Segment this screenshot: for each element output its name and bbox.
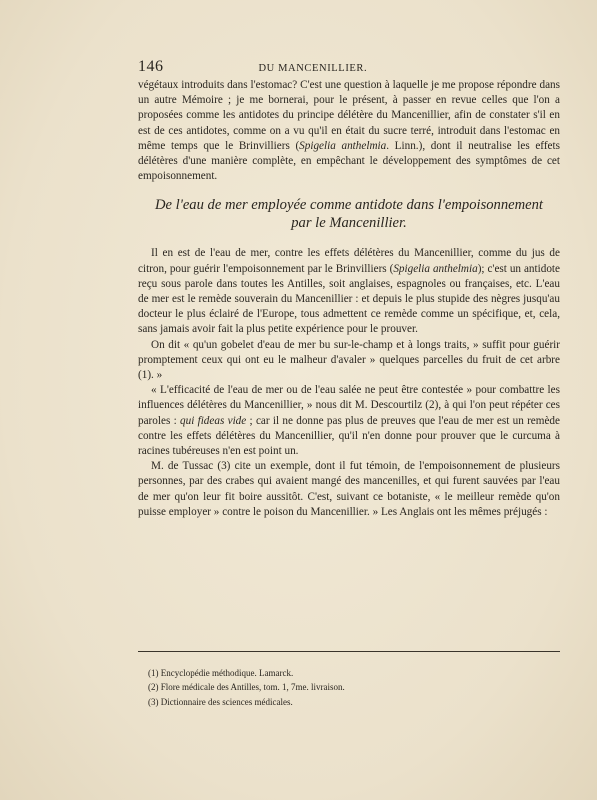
section-title-line: De l'eau de mer employée comme antidote dans l'empoisonnement [154, 197, 543, 214]
paragraph: M. de Tussac (3) cite un exemple, dont il fut témoin, de l'empoisonnement de plusieurs personnes, par des crabes qui avaient mangé des mancenilles, et qui furent sauvées par l'eau de mer qu'on leur fit boire aussitôt. C'est, suivant ce botaniste, « le meilleur remède qu'on puisse employer » contre le poison du Mancenillier. » Les Anglais ont les mêmes préjugés : [138, 460, 560, 518]
footnote: (2) Flore médicale des Antilles, tom. 1, 7me. livraison. [148, 682, 345, 693]
paragraph [138, 383, 560, 459]
section-title [138, 196, 560, 232]
text-run: Il en est de l'eau de mer, contre les effets délétères du Mancenillier, comme du jus de citron, pour guérir l'empoisonnement par le Brinvilliers ( [138, 247, 560, 275]
text-run: végétaux introduits dans l'estomac? C'est une question à laquelle je me propose répondre dans un autre Mémoire ; je me bornerai, pour le présent, à passer en revue celles que l'on a proposées comme les antidotes du principe délétère du Mancenillier, afin de constater s'il en est de ces antidotes, comme on a vu qu'il en était du sucre terré, introduit dans l'estomac en même temps que le Brinvilliers ( [138, 79, 560, 152]
section-title-line: par le Mancenillier. [291, 215, 407, 232]
footnotes [138, 666, 560, 709]
paragraph [138, 246, 560, 337]
text-run: . Linn.), dont il neutralise les effets délétères d'une manière complète, en empêchant le développement des symptômes de cet empoisonnement. [138, 139, 560, 183]
paragraph-intro [138, 78, 560, 184]
page-number: 146 [138, 58, 164, 75]
italic-run: Spigelia anthelmia [299, 139, 387, 152]
paragraph: On dit « qu'un gobelet d'eau de mer bu sur-le-champ et à longs traits, » suffit pour guérir promptement ceux qui ont eu le malheur d'avaler » quelques parcelles du fruit de cet arbre (1). » [138, 338, 560, 382]
italic-run: qui fideas vide [180, 414, 247, 427]
page-header [138, 58, 560, 76]
text-run: « L'efficacité de l'eau de mer ou de l'eau salée ne peut être contestée » pour combattre les influences délétères du Mancenillier, » nous dit M. Descourtilz (2), à qui l'on peut répéter ces paroles : [138, 384, 560, 427]
footnote: (1) Encyclopédie méthodique. Lamarck. [148, 668, 294, 678]
footnote-divider [138, 651, 560, 652]
running-head: DU MANCENILLIER. [258, 63, 368, 74]
text-run: ); c'est un antidote reçu sous parole dans toutes les Antilles, soit anglaises, espagnoles ou françaises, etc. L'eau de mer est le remède souverain du Mancenillier : et depuis le plus stupide des nègres jusqu'au docteur le plus éclairé de l'Europe, tous admettent ce remède comme un spécifique, et, cela, sans jamais avoir fait la plus petite expérience pour le prouver. [138, 262, 560, 336]
italic-run: Spigelia anthelmia [393, 262, 478, 275]
text-run: ; car il ne donne pas plus de preuves que l'eau de mer est un remède contre les effets délétères du Mancenillier, qu'il n'en donne pour prouver que le curcuma à racines tubéreuses n'en est point un. [138, 414, 560, 458]
footnote: (3) Dictionnaire des sciences médicales. [148, 696, 293, 707]
body-text [138, 78, 560, 520]
